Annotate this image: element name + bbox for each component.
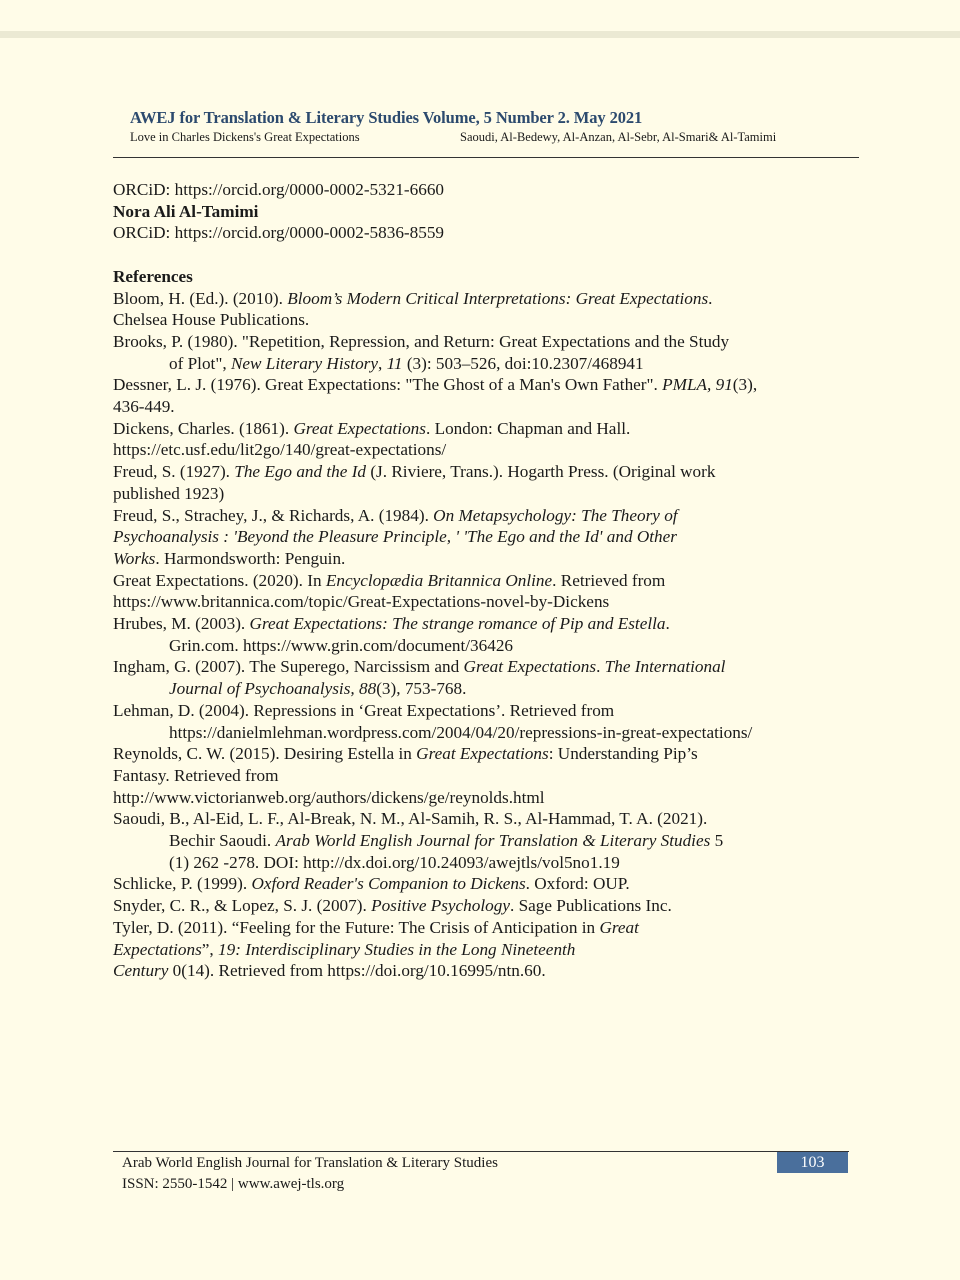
reference-italic-text: Bloom’s Modern Critical Interpretations: Great Expectations <box>287 288 709 308</box>
reference-text: Fantasy. Retrieved from <box>113 765 279 785</box>
reference-entry <box>113 873 823 895</box>
reference-italic-text: Great Expectations <box>463 657 597 677</box>
reference-italic-text: Great <box>599 917 639 937</box>
reference-entry <box>113 613 823 656</box>
reference-entry <box>113 505 823 570</box>
reference-text: Grin.com. https://www.grin.com/document/36426 <box>169 635 514 655</box>
reference-line <box>113 700 823 722</box>
reference-line <box>113 374 823 396</box>
reference-line <box>113 439 823 461</box>
reference-text: (J. Riviere, Trans.). Hogarth Press. (Original work <box>366 462 716 482</box>
reference-text: 0(14). Retrieved from https://doi.org/10.16995/ntn.60. <box>168 961 546 981</box>
reference-line <box>113 895 823 917</box>
reference-line <box>113 591 823 613</box>
reference-italic-text: Great Expectations: The strange romance of Pip and Estella <box>249 614 666 634</box>
reference-text: : Understanding Pip’s <box>548 744 698 764</box>
reference-text: Bechir Saoudi. <box>169 831 276 851</box>
top-band <box>0 31 960 38</box>
header-rule <box>113 157 859 158</box>
footer-journal-name: Arab World English Journal for Translation & Literary Studies <box>122 1155 498 1171</box>
reference-entry <box>113 917 823 982</box>
reference-line <box>113 526 823 548</box>
reference-line <box>113 830 823 852</box>
reference-entry <box>113 374 823 417</box>
reference-entry <box>113 418 823 461</box>
reference-entry <box>113 700 823 743</box>
reference-line <box>113 288 823 310</box>
reference-italic-text: The Ego and the Id <box>234 462 367 482</box>
reference-italic-text: 19: Interdisciplinary Studies in the Long Nineteenth <box>218 939 576 959</box>
running-header <box>130 108 830 146</box>
reference-entry <box>113 808 823 873</box>
journal-title: AWEJ for Translation & Literary Studies Volume, 5 Number 2. May 2021 <box>130 108 643 127</box>
reference-italic-text: Encyclopædia Britannica Online <box>325 570 553 590</box>
reference-italic-text: The International <box>604 657 726 677</box>
reference-line <box>113 722 823 744</box>
reference-text: . <box>596 657 605 677</box>
reference-line <box>113 548 823 570</box>
reference-italic-text: Great Expectations <box>293 418 426 438</box>
reference-italic-text: Great Expectations <box>416 744 549 764</box>
reference-text: Saoudi, B., Al-Eid, L. F., Al-Break, N. M., Al-Samih, R. S., Al-Hammad, T. A. (2021). <box>113 809 708 829</box>
reference-text: (3), 753-768. <box>376 679 467 699</box>
reference-entry <box>113 656 823 699</box>
reference-text: Brooks, P. (1980). "Repetition, Repression, and Return: Great Expectations and the Study <box>113 331 730 351</box>
reference-text: . London: Chapman and Hall. <box>425 418 631 438</box>
reference-text: Snyder, C. R., & Lopez, S. J. (2007). <box>113 896 372 916</box>
reference-text: Bloom, H. (Ed.). (2010). <box>113 288 288 308</box>
reference-text: published 1923) <box>113 483 225 503</box>
footer-issn: ISSN: 2550-1542 | www.awej-tls.org <box>122 1176 345 1192</box>
reference-italic-text: Journal of Psychoanalysis, 88 <box>169 679 377 699</box>
reference-italic-text: Works <box>113 548 156 568</box>
reference-italic-text: Arab World English Journal for Translation & Literary Studies <box>275 831 711 851</box>
spacer <box>113 244 823 266</box>
reference-text: Chelsea House Publications. <box>113 310 310 330</box>
reference-line <box>113 787 823 809</box>
reference-italic-text: Century <box>113 961 169 981</box>
reference-line <box>113 743 823 765</box>
reference-text: , <box>378 353 387 373</box>
reference-text: http://www.victorianweb.org/authors/dickens/ge/reynolds.html <box>113 787 545 807</box>
reference-line <box>113 873 823 895</box>
reference-entry <box>113 331 823 374</box>
footer-rule <box>113 1151 849 1152</box>
reference-line <box>113 765 823 787</box>
reference-text: Lehman, D. (2004). Repressions in ‘Great Expectations’. Retrieved from <box>113 700 615 720</box>
article-authors: Saoudi, Al-Bedewy, Al-Anzan, Al-Sebr, Al-Smari& Al-Tamimi <box>460 130 777 144</box>
header-subline <box>130 130 830 146</box>
reference-text: . Harmondsworth: Penguin. <box>155 548 346 568</box>
reference-line <box>113 461 823 483</box>
reference-text: . Retrieved from <box>552 570 666 590</box>
reference-text: . Oxford: OUP. <box>525 874 630 894</box>
reference-text: (3): 503–526, doi:10.2307/468941 <box>402 353 644 373</box>
reference-text: Schlicke, P. (1999). <box>113 874 252 894</box>
page-content <box>113 179 823 982</box>
author-name: Nora Ali Al-Tamimi <box>113 201 259 221</box>
page-number-badge: 103 <box>777 1152 848 1173</box>
reference-text: Dickens, Charles. (1861). <box>113 418 294 438</box>
reference-text: Reynolds, C. W. (2015). Desiring Estella in <box>113 744 417 764</box>
reference-line <box>113 852 823 874</box>
reference-text: (3), <box>732 375 758 395</box>
page-footer <box>122 1153 498 1195</box>
reference-text: ”, <box>201 939 219 959</box>
reference-text: . Sage Publications Inc. <box>509 896 672 916</box>
orcid-line: ORCiD: https://orcid.org/0000-0002-5321-6660 <box>113 180 445 199</box>
reference-line <box>113 917 823 939</box>
reference-line <box>113 635 823 657</box>
reference-entry <box>113 570 823 613</box>
reference-text: 5 <box>710 831 724 851</box>
reference-line <box>113 570 823 592</box>
reference-text: . <box>708 288 713 308</box>
reference-text: https://www.britannica.com/topic/Great-Expectations-novel-by-Dickens <box>113 592 610 612</box>
reference-text: Tyler, D. (2011). “Feeling for the Future: The Crisis of Anticipation in <box>113 917 600 937</box>
reference-text: Freud, S. (1927). <box>113 462 235 482</box>
reference-text: https://danielmlehman.wordpress.com/2004/04/20/repressions-in-great-expectations/ <box>169 722 753 742</box>
reference-entry <box>113 288 823 331</box>
reference-italic-text: Expectations <box>113 939 202 959</box>
reference-line <box>113 939 823 961</box>
reference-line <box>113 505 823 527</box>
orcid-line: ORCiD: https://orcid.org/0000-0002-5836-8559 <box>113 223 445 243</box>
reference-line <box>113 331 823 353</box>
reference-text: Freud, S., Strachey, J., & Richards, A. (1984). <box>113 505 434 525</box>
reference-italic-text: 11 <box>386 353 403 373</box>
reference-entry <box>113 743 823 808</box>
reference-italic-text: New Literary History <box>230 353 378 373</box>
reference-line <box>113 353 823 375</box>
reference-text: Great Expectations. (2020). In <box>113 570 326 590</box>
reference-italic-text: On Metapsychology: The Theory of <box>433 505 678 525</box>
reference-line <box>113 678 823 700</box>
reference-entry <box>113 461 823 504</box>
reference-text: https://etc.usf.edu/lit2go/140/great-expectations/ <box>113 440 447 460</box>
reference-text: Ingham, G. (2007). The Superego, Narcissism and <box>113 657 464 677</box>
reference-line <box>113 483 823 505</box>
reference-text: . <box>665 614 670 634</box>
reference-line <box>113 656 823 678</box>
article-title: Love in Charles Dickens's Great Expectations <box>130 130 360 144</box>
reference-line <box>113 613 823 635</box>
reference-line <box>113 960 823 982</box>
reference-text: of Plot", <box>169 353 231 373</box>
reference-italic-text: PMLA, 91 <box>662 375 733 395</box>
reference-text: 436-449. <box>113 397 175 417</box>
reference-line <box>113 309 823 331</box>
reference-italic-text: Positive Psychology <box>371 896 510 916</box>
reference-list <box>113 288 823 983</box>
reference-line <box>113 418 823 440</box>
reference-text: Dessner, L. J. (1976). Great Expectations: "The Ghost of a Man's Own Father". <box>113 375 663 395</box>
reference-text: Hrubes, M. (2003). <box>113 614 250 634</box>
reference-text: (1) 262 -278. DOI: http://dx.doi.org/10.24093/awejtls/vol5no1.19 <box>169 852 620 872</box>
references-heading: References <box>113 266 193 286</box>
reference-line <box>113 808 823 830</box>
reference-italic-text: Psychoanalysis : 'Beyond the Pleasure Principle, ' 'The Ego and the Id' and Other <box>113 527 677 547</box>
reference-line <box>113 396 823 418</box>
reference-entry <box>113 895 823 917</box>
reference-italic-text: Oxford Reader's Companion to Dickens <box>251 874 526 894</box>
